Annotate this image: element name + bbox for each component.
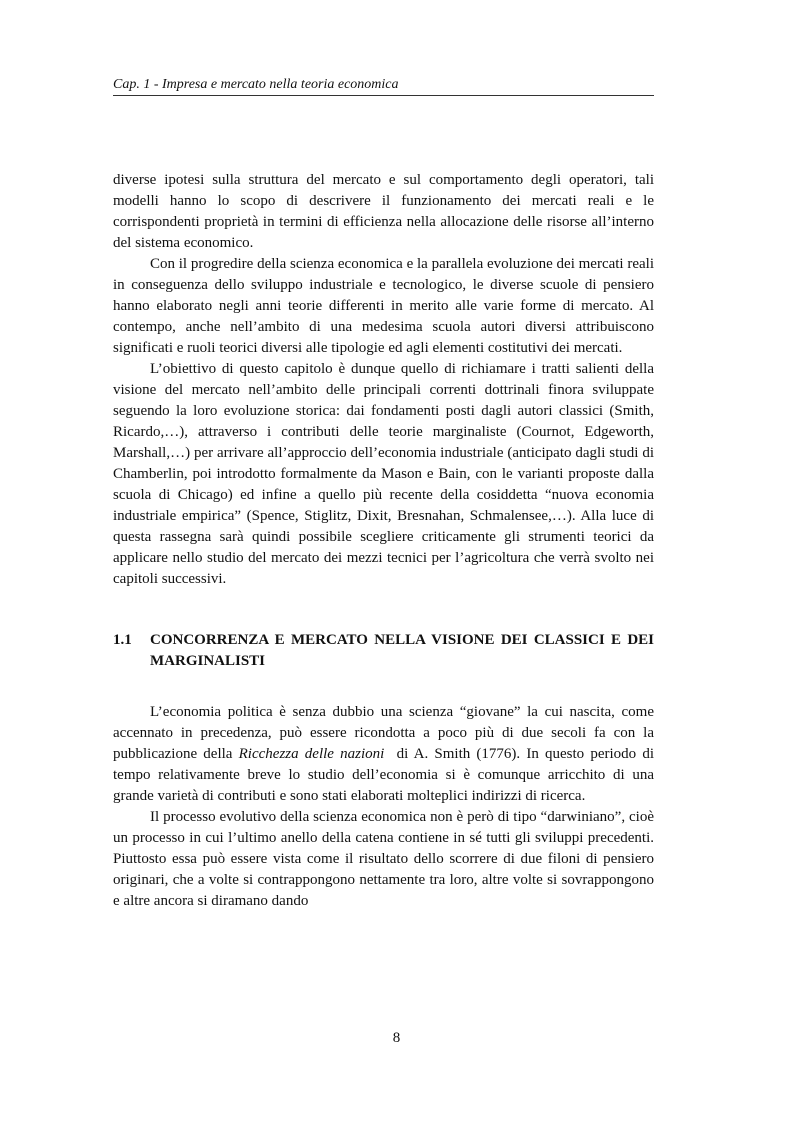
- page-body: [113, 170, 658, 912]
- spacer: [113, 672, 654, 702]
- paragraph-evolutionary-process: Il processo evolutivo della scienza economica non è però di tipo “darwiniano”, cioè un processo in cui l’ultimo anello della catena contiene in sé tutti gli sviluppi precedenti. Piuttosto essa può essere vista come il risultato dello scorrere di due filoni di pensiero originari, che a volte si contrappongono nettamente tra loro, altre volte si sovrappongono e altre ancora si diramano dando: [113, 809, 654, 909]
- paragraph-continuation: diverse ipotesi sulla struttura del mercato e sul comportamento degli operatori, tali modelli hanno lo scopo di descrivere il funzionamento dei mercati reali e le corrispondenti proprietà in termini di efficienza nella allocazione delle risorse all’interno del sistema economico.: [113, 172, 654, 251]
- running-header: Cap. 1 - Impresa e mercato nella teoria economica: [113, 76, 654, 96]
- book-title: Ricchezza delle nazioni: [238, 746, 385, 762]
- section-heading: [113, 630, 654, 672]
- paragraph-political-economy: [113, 702, 658, 807]
- page-number: 8: [392, 1030, 401, 1046]
- paragraph-text: L’economia politica è senza dubbio una scienza “giovane” la cui nascita, come accennato in precedenza, può essere ricondotta a poco più di due secoli fa con la pubblicazione della: [113, 704, 654, 762]
- section-title: CONCORRENZA E MERCATO NELLA VISIONE DEI CLASSICI E DEI MARGINALISTI: [150, 632, 654, 669]
- paragraph-text: di A. Smith (1776). In questo periodo di tempo relativamente breve lo studio dell’economia si è comunque arricchito di una grande varietà di contributi e sono stati elaborati molteplici indirizzi di ricerca.: [113, 746, 658, 804]
- paragraph-chapter-objective: L’obiettivo di questo capitolo è dunque quello di richiamare i tratti salienti della visione del mercato nell’ambito delle principali correnti dottrinali finora sviluppate seguendo la loro evoluzione storica: dai fondamenti posti dagli autori classici (Smith, Ricardo,…), attraverso i contributi delle teorie marginaliste (Cournot, Edgeworth, Marshall,…) per arrivare all’approccio dell’economia industriale (anticipato dagli studi di Chamberlin, poi introdotto formalmente da Mason e Bain, con le varianti proposte dalla scuola di Chicago) ed infine a quello più recente della cosiddetta “nuova economia industriale empirica” (Spence, Stiglitz, Dixit, Bresnahan, Schmalensee,…). Alla luce di questa rassegna sarà quindi possibile scegliere criticamente gli strumenti teorici da applicare nello studio del mercato dei mezzi tecnici per l’agricoltura che verrà svolto nei capitoli successivi.: [113, 361, 654, 587]
- paragraph-schools-of-thought: Con il progredire della scienza economica e la parallela evoluzione dei mercati reali in conseguenza dello sviluppo industriale e tecnologico, le diverse scuole di pensiero hanno elaborato negli anni teorie differenti in merito alle varie forme di mercato. Al contempo, anche nell’ambito di una medesima scuola autori diversi attribuiscono significati e ruoli teorici diversi alle tipologie ed agli elementi costitutivi dei mercati.: [113, 256, 654, 356]
- section-number: 1.1: [113, 632, 132, 648]
